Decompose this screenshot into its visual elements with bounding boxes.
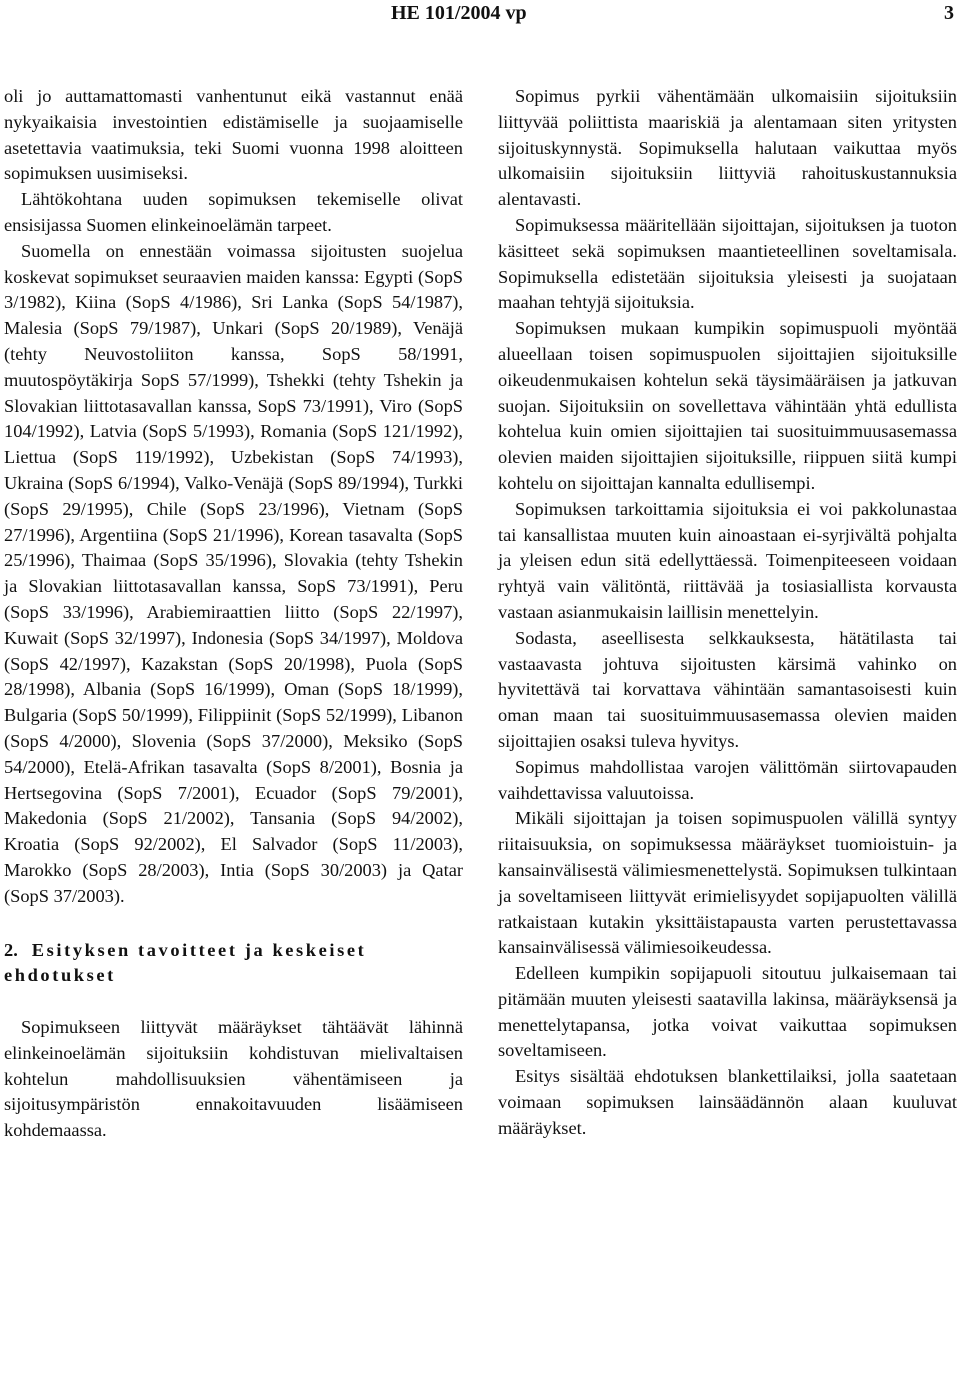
section-title: Esityksen tavoitteet ja keskeiset ehdotukset xyxy=(4,939,367,986)
page-header xyxy=(0,0,960,30)
document-id: HE 101/2004 vp xyxy=(391,2,527,24)
section-number: 2. xyxy=(4,939,18,960)
paragraph: Mikäli sijoittajan ja toisen sopimuspuolen välillä syntyy riitaisuuksia, on sopimuksessa määräykset tuomioistuin- ja kansainvälisestä välimiesmenettelystä. Sopimuksen tulkintaan ja soveltamiseen liittyvät erimielisyydet sopijapuolten välillä ratkaistaan kutakin yksittäistapausta varten perustettavassa kansainvälisessä välimiesoikeudessa. xyxy=(498,808,957,958)
right-column xyxy=(498,84,957,1142)
paragraph: Sodasta, aseellisesta selkkauksesta, hätätilasta tai vastaavasta johtuva sijoitusten kärsimä vahinko on hyvitettävä tai korvattava vähintään samantasoisesti kuin oman maan tai suosituimmuusasemassa olevien maiden sijoittajien osaksi tuleva hyvitys. xyxy=(498,627,957,751)
paragraph: Esitys sisältää ehdotuksen blankettilaiksi, jolla saatetaan voimaan sopimuksen lainsäädännön alaan kuuluvat määräykset. xyxy=(498,1066,957,1138)
paragraph: Sopimuksen mukaan kumpikin sopimuspuoli myöntää alueellaan toisen sopimuspuolen sijoittajien sijoituksille oikeudenmukaisen kohtelun sekä täysimääräisen ja jatkuvan suojan. Sijoituksiin on sovellettava vähintään yhtä edullista kohtelua kuin omien sijoittajien tai suosituimmuusasemassa olevien maiden sijoittajien sijoituksille, riippuen siitä kumpi kohtelu on sijoittajan kannalta edullisempi. xyxy=(498,318,957,493)
paragraph: Sopimukseen liittyvät määräykset tähtäävät lähinnä elinkeinoelämän sijoituksiin kohdistuvan mielivaltaisen kohtelun mahdollisuuksien vähentämiseen ja sijoitusympäristön ennakoitavuuden lisäämiseen kohdemaassa. xyxy=(4,1017,463,1141)
left-column xyxy=(4,84,463,1144)
page-number: 3 xyxy=(944,2,954,24)
paragraph: Sopimuksessa määritellään sijoittajan, sijoituksen ja tuoton käsitteet sekä sopimuksen maantieteellinen soveltamisala. Sopimuksella edistetään sijoituksia yleisesti ja suojataan maahan tehtyjä sijoituksia. xyxy=(498,214,957,313)
paragraph: Sopimus pyrkii vähentämään ulkomaisiin sijoituksiin liittyvää poliittista maariskiä ja alentamaan siten yritysten sijoituskynnystä. Sopimuksella halutaan vaikuttaa myös ulkomaisiin sijoituksiin liittyviä rahoituskustannuksia alentavasti. xyxy=(498,86,957,210)
paragraph: oli jo auttamattomasti vanhentunut eikä vastannut enää nykyaikaisia investointien edistämiselle ja suojaamiselle asetettavia vaatimuksia, teki Suomi vuonna 1998 aloitteen sopimuksen uusimiseksi. xyxy=(4,86,463,184)
paragraph: Suomella on ennestään voimassa sijoitusten suojelua koskevat sopimukset seuraavien maiden kanssa: Egypti (SopS 3/1982), Kiina (SopS 4/1986), Sri Lanka (SopS 54/1987), Malesia (SopS 79/1987), Unkari (SopS 20/1989), Venäjä (tehty Neuvostoliiton kanssa, SopS 58/1991, muutospöytäkirja SopS 57/1999), Tshekki (tehty Tshekin ja Slovakian liittotasavallan kanssa, SopS 73/1991), Viro (SopS 104/1992), Latvia (SopS 5/1993), Romania (SopS 121/1992), Liettua (SopS 119/1992), Uzbekistan (SopS 74/1993), Ukraina (SopS 6/1994), Valko-Venäjä (SopS 89/1994), Turkki (SopS 29/1995), Chile (SopS 23/1996), Vietnam (SopS 27/1996), Argentiina (SopS 21/1996), Korean tasavalta (SopS 25/1996), Thaimaa (SopS 35/1996), Slovakia (tehty Tshekin ja Slovakian liittotasavallan kanssa, SopS 73/1991), Peru (SopS 33/1996), Arabiemiraattien liitto (SopS 22/1997), Kuwait (SopS 32/1997), Indonesia (SopS 34/1997), Moldova (SopS 42/1997), Kazakstan (SopS 20/1998), Puola (SopS 28/1998), Albania (SopS 16/1999), Oman (SopS 18/1999), Bulgaria (SopS 50/1999), Filippiinit (SopS 52/1999), Libanon (SopS 4/2000), Slovenia (SopS 37/2000), Meksiko (SopS 54/2000), Etelä-Afrikan tasavalta (SopS 8/2001), Bosnia ja Hertsegovina (SopS 7/2001), Ecuador (SopS 79/2001), Makedonia (SopS 21/2002), Tansania (SopS 94/2002), Kroatia (SopS 92/2002), El Salvador (SopS 11/2003), Marokko (SopS 28/2003), Intia (SopS 30/2003) ja Qatar (SopS 37/2003). xyxy=(4,240,463,906)
paragraph: Lähtökohtana uuden sopimuksen tekemiselle olivat ensisijassa Suomen elinkeinoelämän tarpeet. xyxy=(4,189,463,235)
paragraph: Edelleen kumpikin sopijapuoli sitoutuu julkaisemaan tai pitämään muuten yleisesti saatavilla lakinsa, määräyksensä ja menettelytapansa, jotka voivat vaikuttaa sopimuksen soveltamiseen. xyxy=(498,963,957,1061)
section-heading xyxy=(4,938,463,990)
paragraph: Sopimus mahdollistaa varojen välittömän siirtovapauden vaihdettavissa valuutoissa. xyxy=(498,756,957,803)
paragraph: Sopimuksen tarkoittamia sijoituksia ei voi pakkolunastaa tai kansallistaa muuten kuin ainoastaan ei-syrjivältä pohjalta ja yleisen edun sitä edellyttäessä. Toimenpiteeseen voidaan ryhtyä vain välitöntä, riittävää ja tosiasiallista korvausta vastaan asianmukaisin laillisin menettelyin. xyxy=(498,498,957,622)
